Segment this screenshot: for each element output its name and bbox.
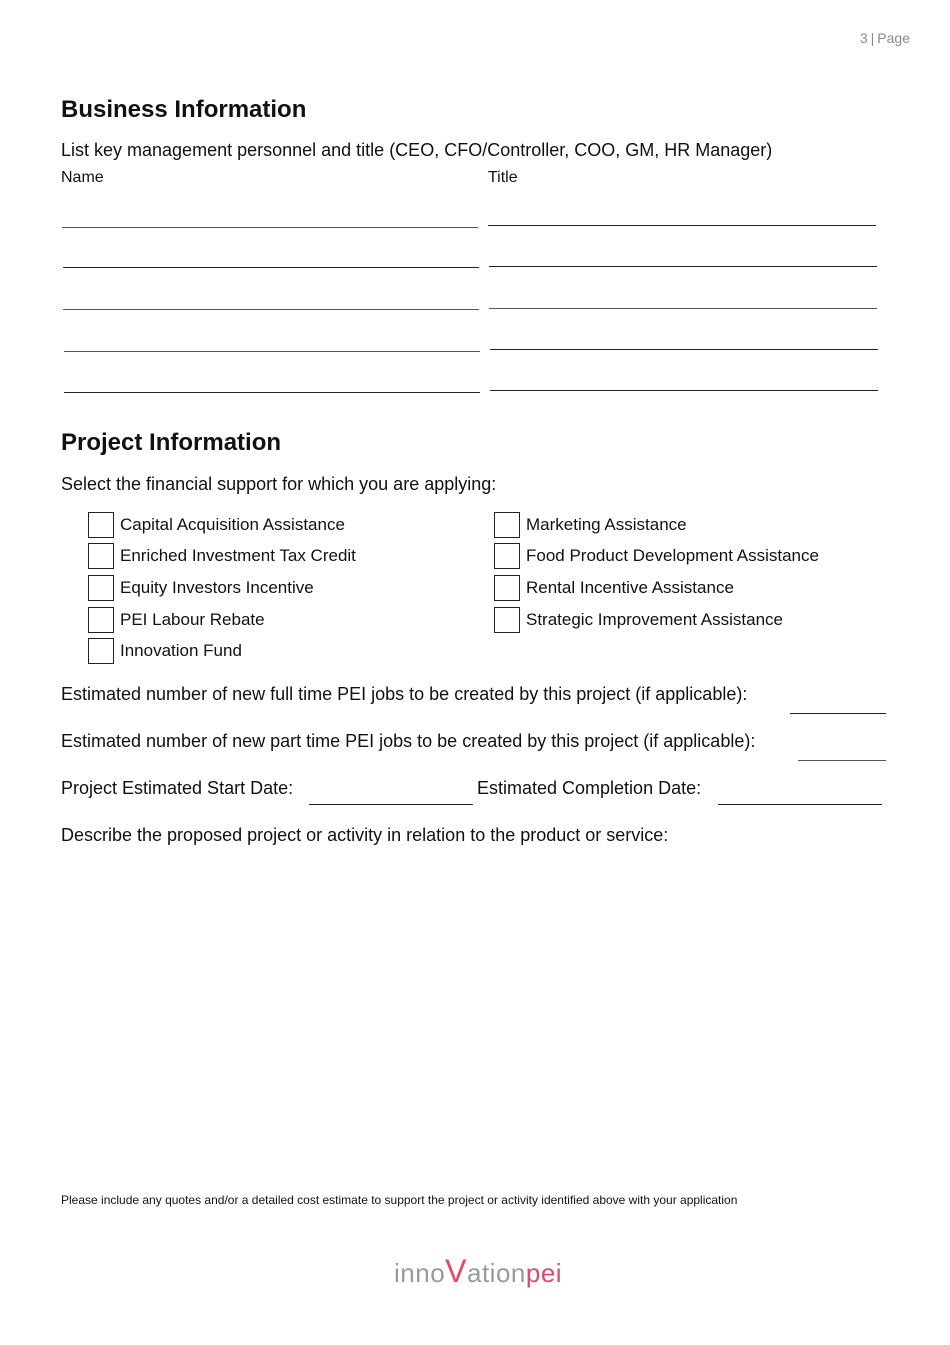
checkbox[interactable] [494, 575, 520, 601]
page-number [860, 30, 910, 46]
business-instruction: List key management personnel and title (CEO, CFO/Controller, COO, GM, HR Manager) [61, 140, 773, 160]
name-field-4[interactable] [64, 351, 480, 352]
title-field-5[interactable] [490, 390, 878, 391]
name-field-2[interactable] [63, 267, 479, 268]
part-time-jobs-field[interactable] [798, 760, 886, 761]
option-innovation-fund[interactable] [88, 637, 242, 665]
option-label: Equity Investors Incentive [120, 578, 314, 597]
checkbox[interactable] [88, 575, 114, 601]
project-description-label: Describe the proposed project or activity in relation to the product or service: [61, 825, 669, 845]
name-field-1[interactable] [62, 227, 478, 228]
option-label: Food Product Development Assistance [526, 546, 819, 565]
logo-v-mark: V [445, 1253, 467, 1289]
option-food-product-development[interactable] [494, 542, 819, 570]
title-field-2[interactable] [489, 266, 877, 267]
option-label: Enriched Investment Tax Credit [120, 546, 356, 565]
option-rental-incentive[interactable] [494, 574, 734, 602]
checkbox[interactable] [88, 543, 114, 569]
option-label: Marketing Assistance [526, 515, 687, 534]
option-label: Rental Incentive Assistance [526, 578, 734, 597]
financial-support-prompt: Select the financial support for which you are applying: [61, 474, 497, 494]
footer-note: Please include any quotes and/or a detailed cost estimate to support the project or activity identified above with your application [61, 1193, 738, 1207]
checkbox[interactable] [88, 638, 114, 664]
option-capital-acquisition[interactable] [88, 511, 345, 539]
option-strategic-improvement[interactable] [494, 606, 783, 634]
title-field-3[interactable] [489, 308, 877, 309]
logo-text-pei: pei [525, 1258, 563, 1288]
full-time-jobs-label: Estimated number of new full time PEI jobs to be created by this project (if applicable): [61, 684, 748, 704]
checkbox[interactable] [494, 512, 520, 538]
option-label: Capital Acquisition Assistance [120, 515, 345, 534]
option-pei-labour-rebate[interactable] [88, 606, 265, 634]
full-time-jobs-field[interactable] [790, 713, 886, 714]
title-column-label: Title [488, 169, 518, 186]
option-label: Innovation Fund [120, 641, 242, 660]
checkbox[interactable] [88, 512, 114, 538]
business-heading: Business Information [61, 96, 307, 123]
page-label: Page [877, 30, 910, 46]
start-date-label: Project Estimated Start Date: [61, 778, 294, 798]
project-description-area[interactable] [61, 855, 887, 1175]
name-column-label: Name [61, 169, 104, 186]
checkbox[interactable] [494, 543, 520, 569]
project-heading: Project Information [61, 429, 282, 456]
part-time-jobs-label: Estimated number of new part time PEI jobs to be created by this project (if applicable): [61, 731, 756, 751]
logo-text-ation: ation [467, 1258, 526, 1288]
option-marketing-assistance[interactable] [494, 511, 687, 539]
checkbox[interactable] [494, 607, 520, 633]
page-number-value: 3 [859, 30, 868, 46]
name-field-5[interactable] [64, 392, 480, 393]
completion-date-field[interactable] [718, 804, 882, 805]
page-separator: | [870, 30, 875, 46]
logo-text-inno: inno [394, 1258, 446, 1288]
innovationpei-logo [394, 1253, 562, 1290]
name-field-3[interactable] [63, 309, 479, 310]
option-label: PEI Labour Rebate [120, 610, 265, 629]
option-enriched-investment-tax-credit[interactable] [88, 542, 356, 570]
completion-date-label: Estimated Completion Date: [477, 778, 702, 798]
option-equity-investors-incentive[interactable] [88, 574, 314, 602]
title-field-1[interactable] [488, 225, 876, 226]
option-label: Strategic Improvement Assistance [526, 610, 784, 629]
start-date-field[interactable] [309, 804, 473, 805]
title-field-4[interactable] [490, 349, 878, 350]
checkbox[interactable] [88, 607, 114, 633]
